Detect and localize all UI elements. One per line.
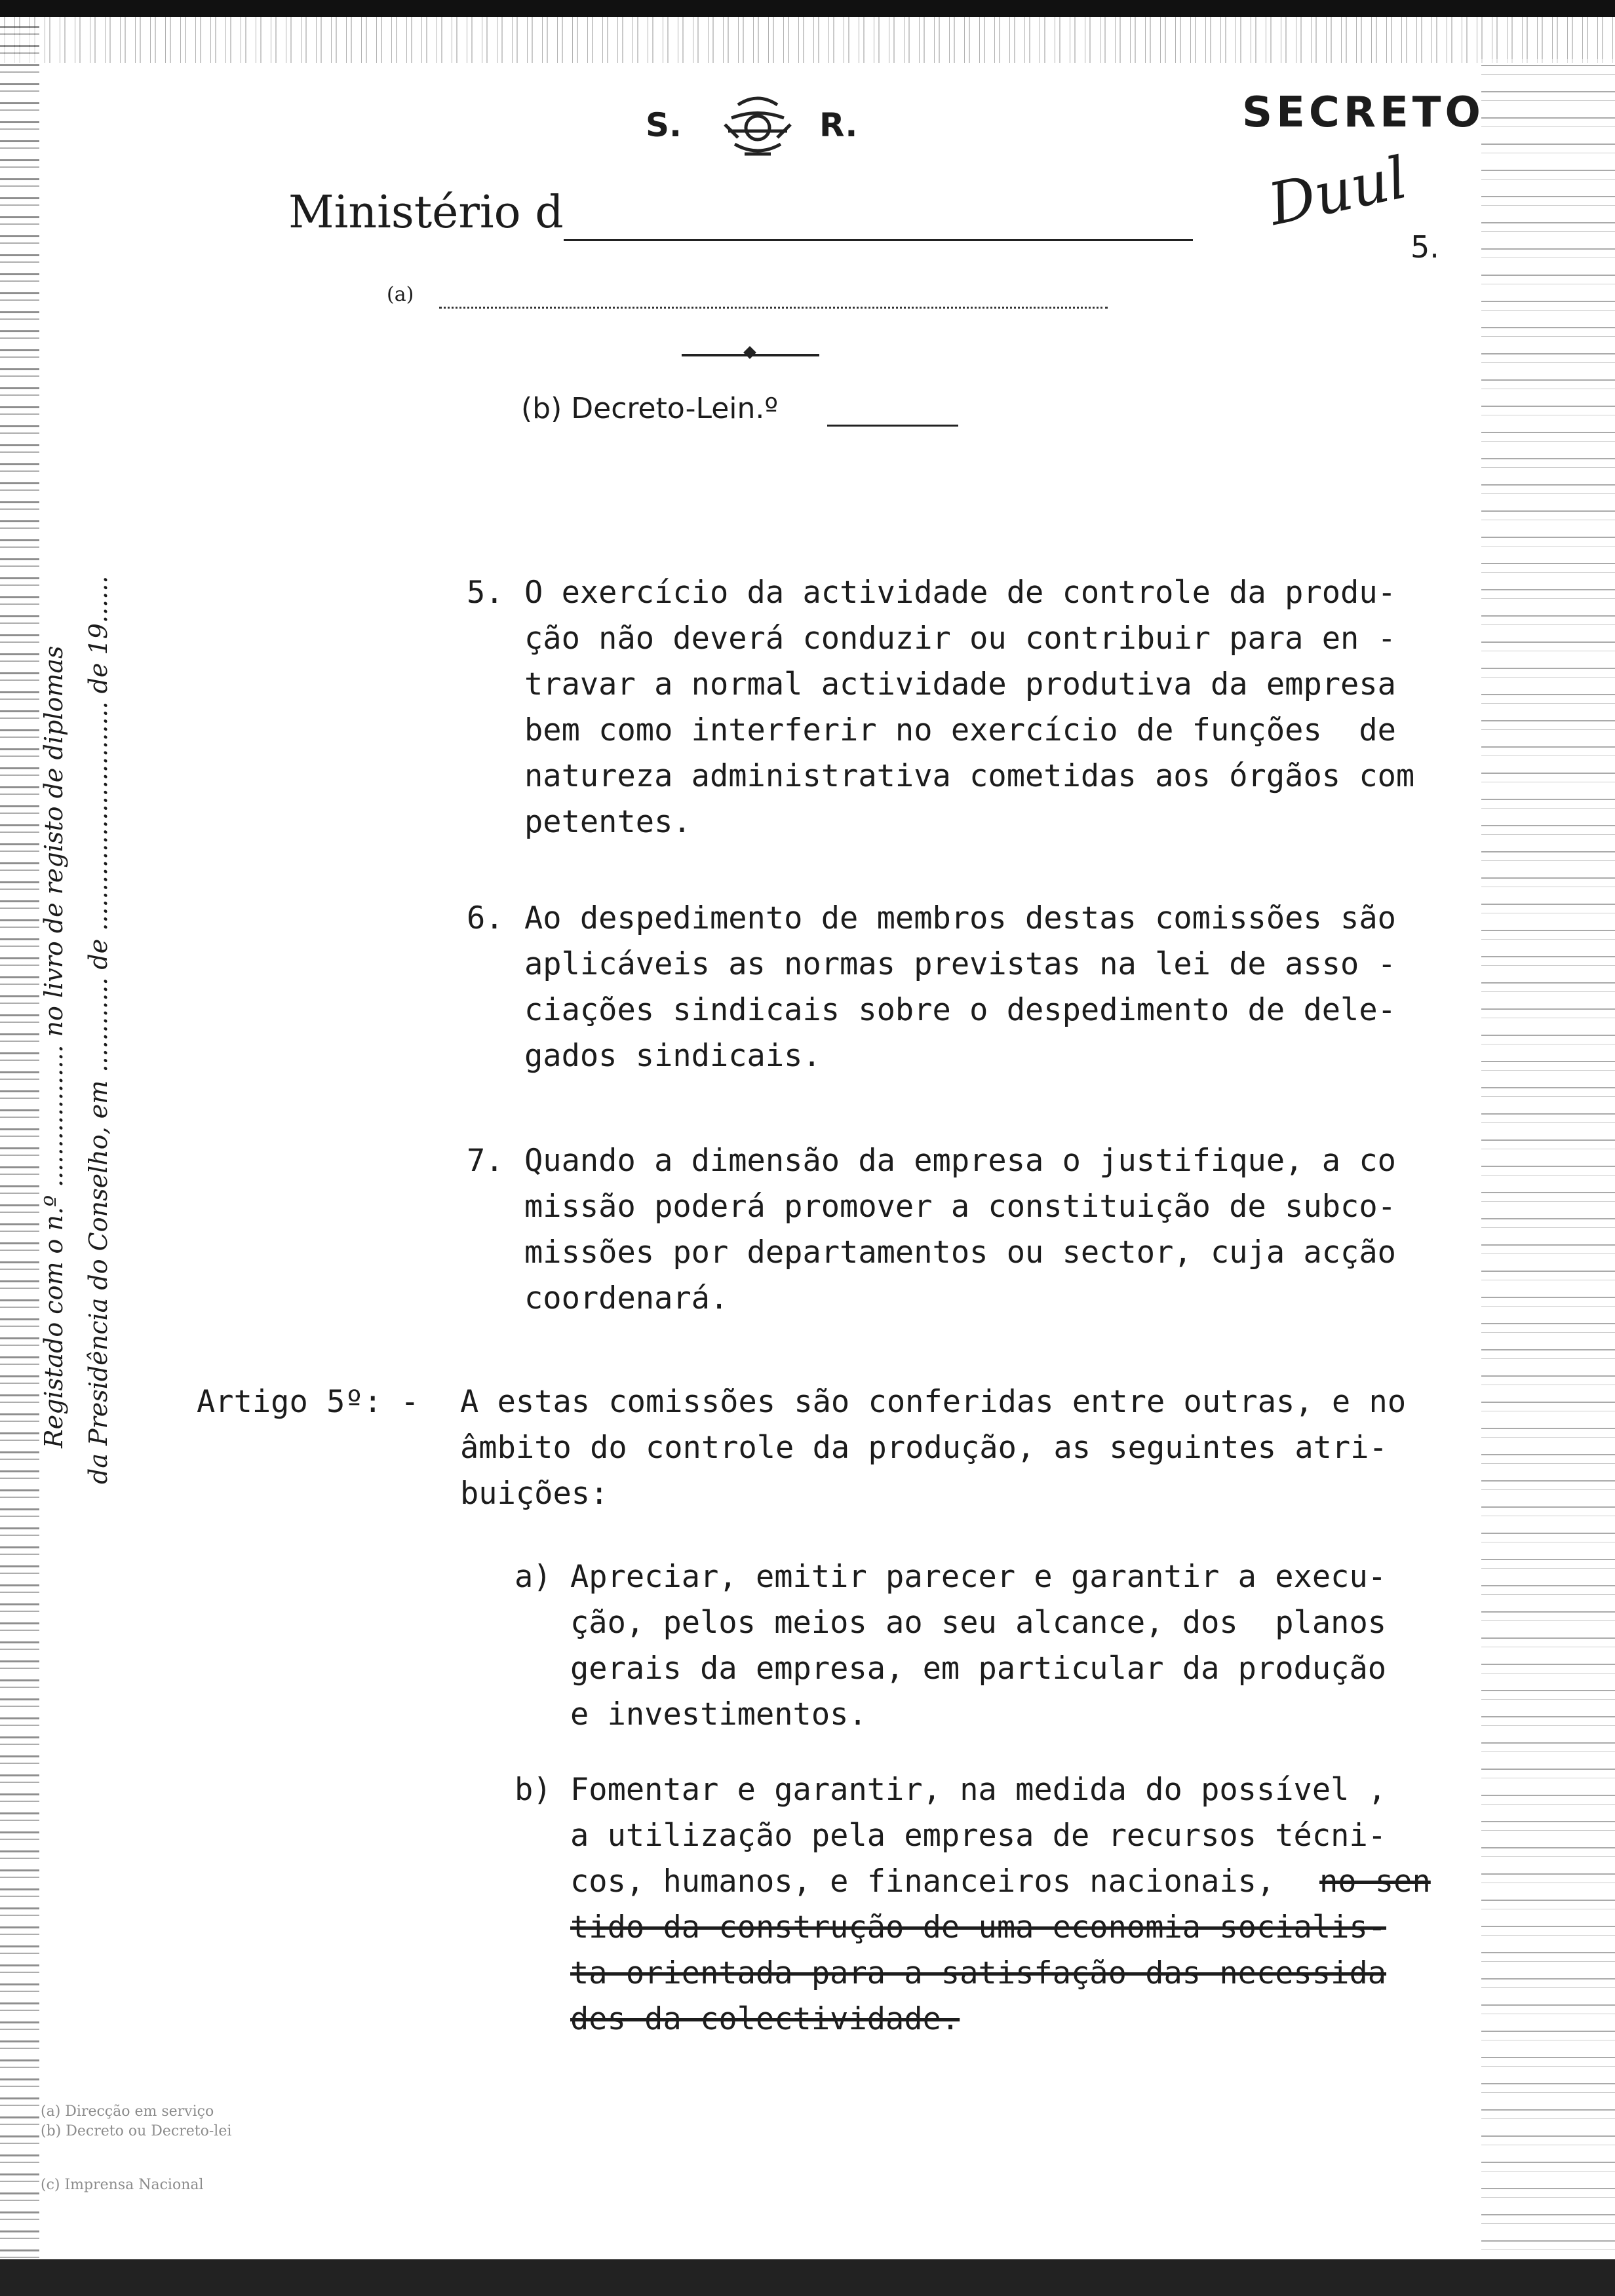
- page-number: 5.: [1411, 229, 1439, 265]
- classification-stamp: SECRETO: [1242, 88, 1485, 137]
- header-letter-s: S.: [646, 106, 682, 144]
- sub-item-a-line-2: ção, pelos meios ao seu alcance, dos planos: [570, 1605, 1387, 1641]
- item-5-marker: 5.: [467, 575, 504, 611]
- scan-edge-left: [0, 26, 39, 2296]
- article-line-3: buições:: [460, 1476, 609, 1512]
- item-5-line-3: travar a normal actividade produtiva da empresa: [524, 666, 1396, 702]
- field-a-label: (a): [387, 283, 414, 306]
- footnote-b: (b) Decreto ou Decreto-lei: [41, 2123, 232, 2139]
- decree-label: (b) Decreto-Lein.º: [521, 392, 779, 425]
- sub-item-b-line-3: cos, humanos, e financeiros nacionais,: [570, 1864, 1275, 1900]
- ornament-diamond-icon: [743, 346, 756, 359]
- registry-note: Registado com o n.º .................. no livro de registo de diplomas: [39, 645, 68, 1448]
- sub-item-a-line-1: Apreciar, emitir parecer e garantir a execu-: [570, 1559, 1387, 1595]
- footnote-a: (a) Direcção em serviço: [41, 2103, 214, 2120]
- sub-item-b-line-2: a utilização pela empresa de recursos técni-: [570, 1818, 1387, 1854]
- sub-item-b-line-1: Fomentar e garantir, na medida do possível ,: [570, 1772, 1387, 1808]
- item-7-line-1: Quando a dimensão da empresa o justifique, a co: [524, 1143, 1396, 1179]
- sub-item-b-struck-line-2: ta orientada para a satisfação das necessida: [570, 1955, 1387, 1991]
- field-a-line: [439, 307, 1108, 309]
- article-label: Artigo 5º: -: [197, 1384, 419, 1420]
- item-5-line-2: ção não deverá conduzir ou contribuir para en -: [524, 621, 1396, 657]
- sub-item-a-line-4: e investimentos.: [570, 1696, 867, 1732]
- signature: Duul: [1262, 144, 1413, 239]
- presidency-note: da Presidência do Conselho, em ............ de ............................. de 19......: [84, 575, 113, 1484]
- scan-edge-bottom: [0, 2259, 1615, 2296]
- item-7-line-2: missão poderá promover a constituição de subco-: [524, 1189, 1396, 1225]
- scan-edge-top: [0, 0, 1615, 17]
- item-7-line-3: missões por departamentos ou sector, cuja acção: [524, 1234, 1396, 1271]
- sub-item-b-struck-line-1: tido da construção de uma economia socialis-: [570, 1909, 1387, 1945]
- item-5-line-5: natureza administrativa cometidas aos órgãos com: [524, 758, 1415, 794]
- item-6-line-2: aplicáveis as normas previstas na lei de asso -: [524, 946, 1396, 982]
- item-6-marker: 6.: [467, 900, 504, 936]
- article-line-1: A estas comissões são conferidas entre outras, e no: [460, 1384, 1407, 1420]
- ministry-fill-line: [564, 239, 1193, 241]
- sub-item-b-struck-tail: no sen: [1319, 1864, 1431, 1900]
- sub-item-a-line-3: gerais da empresa, em particular da produção: [570, 1651, 1387, 1687]
- item-5-line-6: petentes.: [524, 804, 691, 840]
- item-6-line-4: gados sindicais.: [524, 1038, 821, 1074]
- header-letter-r: R.: [819, 106, 858, 144]
- scan-edge-right: [1481, 59, 1615, 2296]
- scan-noise-top: [0, 17, 1615, 63]
- ministry-label: Ministério d: [288, 187, 564, 239]
- sub-item-b-struck-line-3: des da colectividade.: [570, 2001, 960, 2037]
- sub-item-a-marker: a): [515, 1559, 552, 1595]
- item-6-line-3: ciações sindicais sobre o despedimento de dele-: [524, 992, 1396, 1028]
- item-5-line-1: O exercício da actividade de controle da produ-: [524, 575, 1396, 611]
- sub-item-b-marker: b): [515, 1772, 552, 1808]
- coat-of-arms-icon: [718, 92, 797, 165]
- decree-fill-line: [827, 425, 958, 427]
- item-6-line-1: Ao despedimento de membros destas comissões são: [524, 900, 1396, 936]
- item-5-line-4: bem como interferir no exercício de funções de: [524, 712, 1396, 748]
- item-7-marker: 7.: [467, 1143, 504, 1179]
- footnote-c: (c) Imprensa Nacional: [41, 2177, 204, 2193]
- item-7-line-4: coordenará.: [524, 1280, 729, 1316]
- article-line-2: âmbito do controle da produção, as seguintes atri-: [460, 1430, 1388, 1466]
